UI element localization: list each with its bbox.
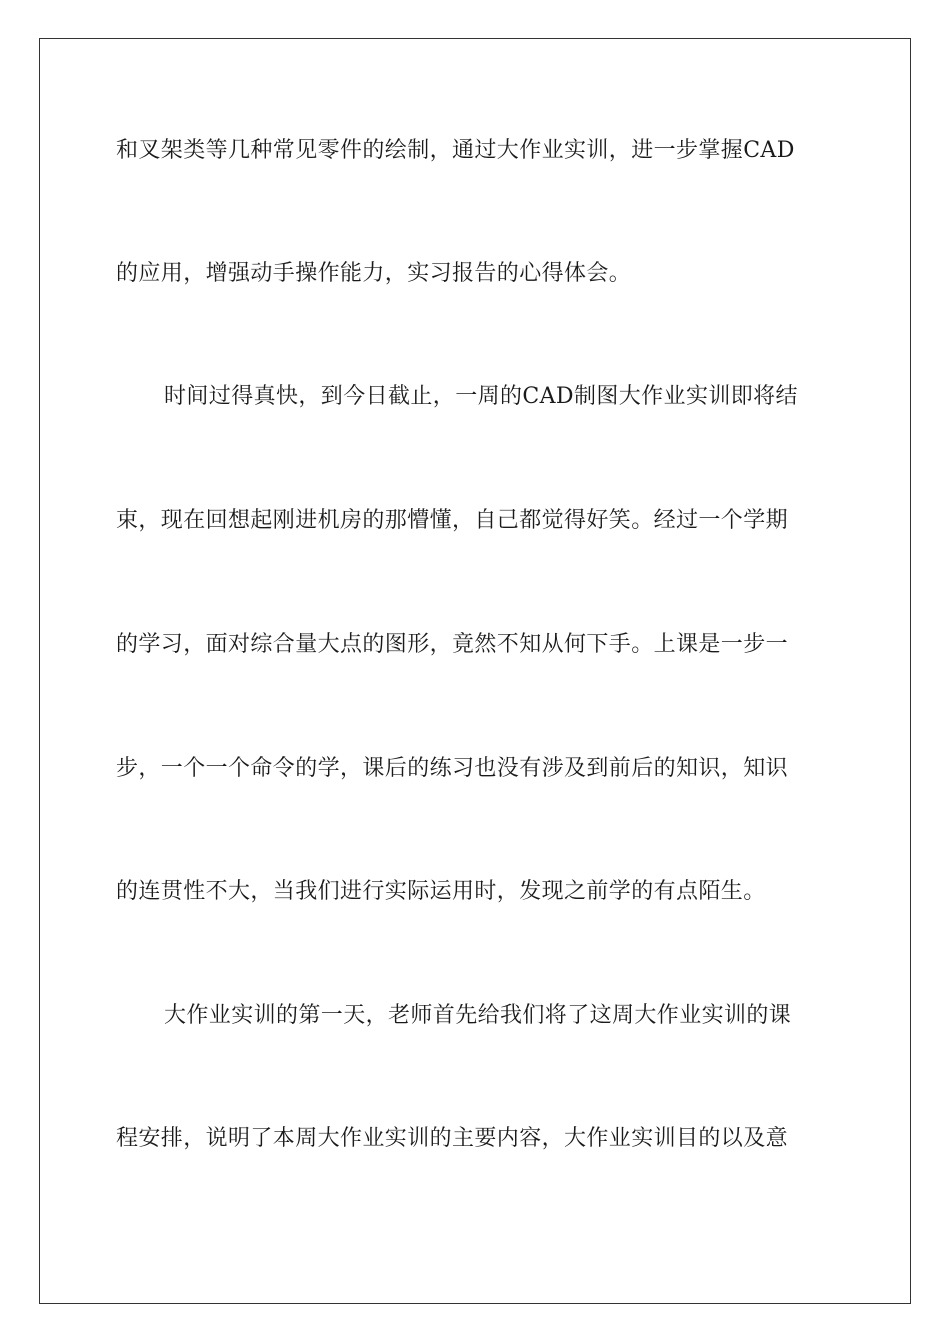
paragraph-line: 的连贯性不大，当我们进行实际运用时，发现之前学的有点陌生。 [116,879,766,904]
paragraph-line: 束，现在回想起刚进机房的那懵懂，自己都觉得好笑。经过一个学期 [116,508,789,533]
paragraph-first-line: 大作业实训的第一天，老师首先给我们将了这周大作业实训的课 [164,1003,792,1028]
paragraph-line: 程安排，说明了本周大作业实训的主要内容，大作业实训目的以及意 [116,1126,789,1151]
paragraph-line: 步，一个一个命令的学，课后的练习也没有涉及到前后的知识，知识 [116,756,789,781]
paragraph-line: 的学习，面对综合量大点的图形，竟然不知从何下手。上课是一步一 [116,632,789,657]
paragraph-first-line: 时间过得真快，到今日截止，一周的CAD制图大作业实训即将结 [164,384,798,409]
page-border [39,38,911,1304]
paragraph-line: 的应用，增强动手操作能力，实习报告的心得体会。 [116,261,632,286]
paragraph-line: 和叉架类等几种常见零件的绘制，通过大作业实训，进一步掌握CAD [116,138,795,163]
